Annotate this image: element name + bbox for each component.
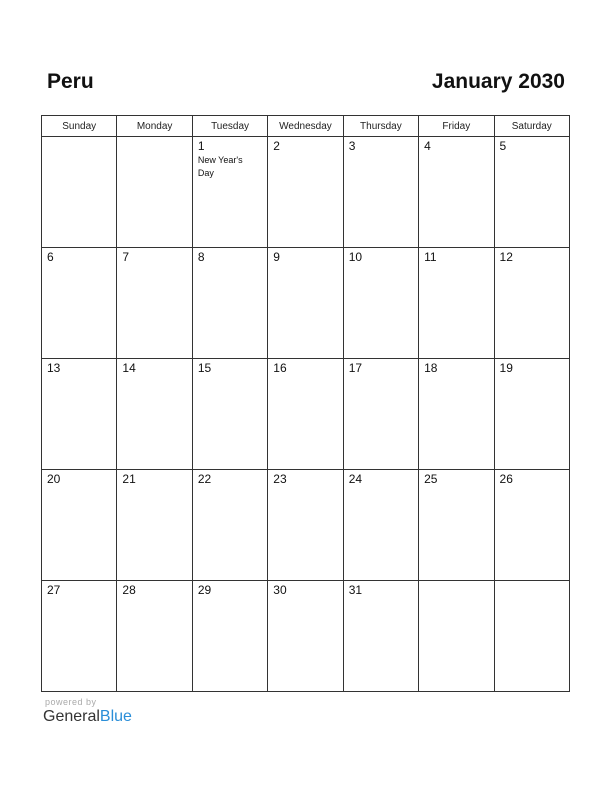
day-number: 22 bbox=[197, 472, 212, 486]
day-number bbox=[495, 581, 569, 584]
day-cell bbox=[42, 248, 117, 359]
day-number bbox=[42, 137, 116, 140]
weekday-header: Sunday bbox=[42, 116, 117, 137]
day-number: 23 bbox=[273, 472, 287, 486]
brand-blue-text: Blue bbox=[99, 708, 132, 725]
day-cell bbox=[343, 248, 418, 359]
holiday-label: New Year's Day bbox=[197, 155, 243, 178]
day-number: 29 bbox=[197, 583, 212, 597]
day-number: 14 bbox=[122, 361, 136, 375]
day-cell bbox=[494, 359, 569, 470]
day-cell bbox=[419, 581, 494, 692]
weekday-header: Tuesday bbox=[192, 116, 267, 137]
weekday-header: Saturday bbox=[494, 116, 569, 137]
weekday-header: Friday bbox=[419, 116, 494, 137]
day-cell bbox=[268, 470, 343, 581]
day-cell bbox=[343, 470, 418, 581]
day-cell bbox=[268, 248, 343, 359]
day-number: 24 bbox=[348, 472, 363, 486]
day-number: 7 bbox=[122, 250, 130, 264]
day-cell bbox=[192, 581, 267, 692]
day-cell bbox=[343, 359, 418, 470]
day-number: 11 bbox=[424, 250, 437, 264]
day-cell bbox=[268, 137, 343, 248]
footer-branding bbox=[43, 697, 132, 726]
day-number: 13 bbox=[47, 361, 61, 375]
day-number: 15 bbox=[197, 361, 212, 375]
day-cell bbox=[42, 581, 117, 692]
day-cell bbox=[192, 470, 267, 581]
day-number: 5 bbox=[499, 139, 507, 153]
day-cell bbox=[494, 248, 569, 359]
day-number: 26 bbox=[499, 472, 513, 486]
day-number: 31 bbox=[348, 583, 363, 597]
day-number bbox=[419, 581, 493, 584]
day-number: 20 bbox=[47, 472, 61, 486]
day-number: 25 bbox=[424, 472, 438, 486]
week-row bbox=[42, 581, 570, 692]
day-cell bbox=[343, 137, 418, 248]
week-row bbox=[42, 248, 570, 359]
day-cell bbox=[117, 581, 192, 692]
week-row bbox=[42, 137, 570, 248]
generalblue-logo[interactable] bbox=[43, 708, 132, 726]
day-cell bbox=[42, 137, 117, 248]
day-number: 9 bbox=[273, 250, 280, 264]
day-cell bbox=[419, 470, 494, 581]
day-number: 28 bbox=[122, 583, 136, 597]
day-cell bbox=[419, 248, 494, 359]
day-cell bbox=[192, 137, 267, 248]
day-cell bbox=[343, 581, 418, 692]
week-row bbox=[42, 359, 570, 470]
day-cell bbox=[117, 470, 192, 581]
day-number: 4 bbox=[424, 139, 431, 153]
day-number: 10 bbox=[348, 250, 363, 264]
day-number: 8 bbox=[197, 250, 205, 264]
day-number: 30 bbox=[273, 583, 287, 597]
day-number: 18 bbox=[424, 361, 438, 375]
day-number: 27 bbox=[47, 583, 61, 597]
day-cell bbox=[419, 137, 494, 248]
day-cell bbox=[268, 581, 343, 692]
day-number: 6 bbox=[47, 250, 54, 264]
week-row bbox=[42, 470, 570, 581]
day-number bbox=[117, 137, 191, 140]
country-title: Peru bbox=[47, 70, 94, 93]
day-number: 16 bbox=[273, 361, 287, 375]
day-cell bbox=[419, 359, 494, 470]
calendar-grid bbox=[41, 115, 570, 692]
day-number: 12 bbox=[499, 250, 513, 264]
powered-by-text: powered by bbox=[45, 697, 97, 707]
day-cell bbox=[494, 470, 569, 581]
day-number: 1 bbox=[197, 139, 205, 153]
day-cell bbox=[42, 359, 117, 470]
day-cell bbox=[494, 581, 569, 692]
day-cell bbox=[494, 137, 569, 248]
day-cell bbox=[268, 359, 343, 470]
day-cell bbox=[117, 248, 192, 359]
weekday-header: Thursday bbox=[343, 116, 418, 137]
day-number: 21 bbox=[122, 472, 136, 486]
day-number: 19 bbox=[499, 361, 513, 375]
weekday-header: Monday bbox=[117, 116, 192, 137]
day-cell bbox=[117, 359, 192, 470]
weekday-header-row bbox=[42, 116, 570, 137]
day-cell bbox=[192, 248, 267, 359]
brand-general-text: General bbox=[43, 708, 100, 725]
day-number: 3 bbox=[348, 139, 356, 153]
month-year-title: January 2030 bbox=[431, 70, 565, 93]
day-cell bbox=[117, 137, 192, 248]
day-cell bbox=[42, 470, 117, 581]
day-number: 2 bbox=[273, 139, 280, 153]
day-cell bbox=[192, 359, 267, 470]
weekday-header: Wednesday bbox=[268, 116, 343, 137]
day-number: 17 bbox=[348, 361, 363, 375]
